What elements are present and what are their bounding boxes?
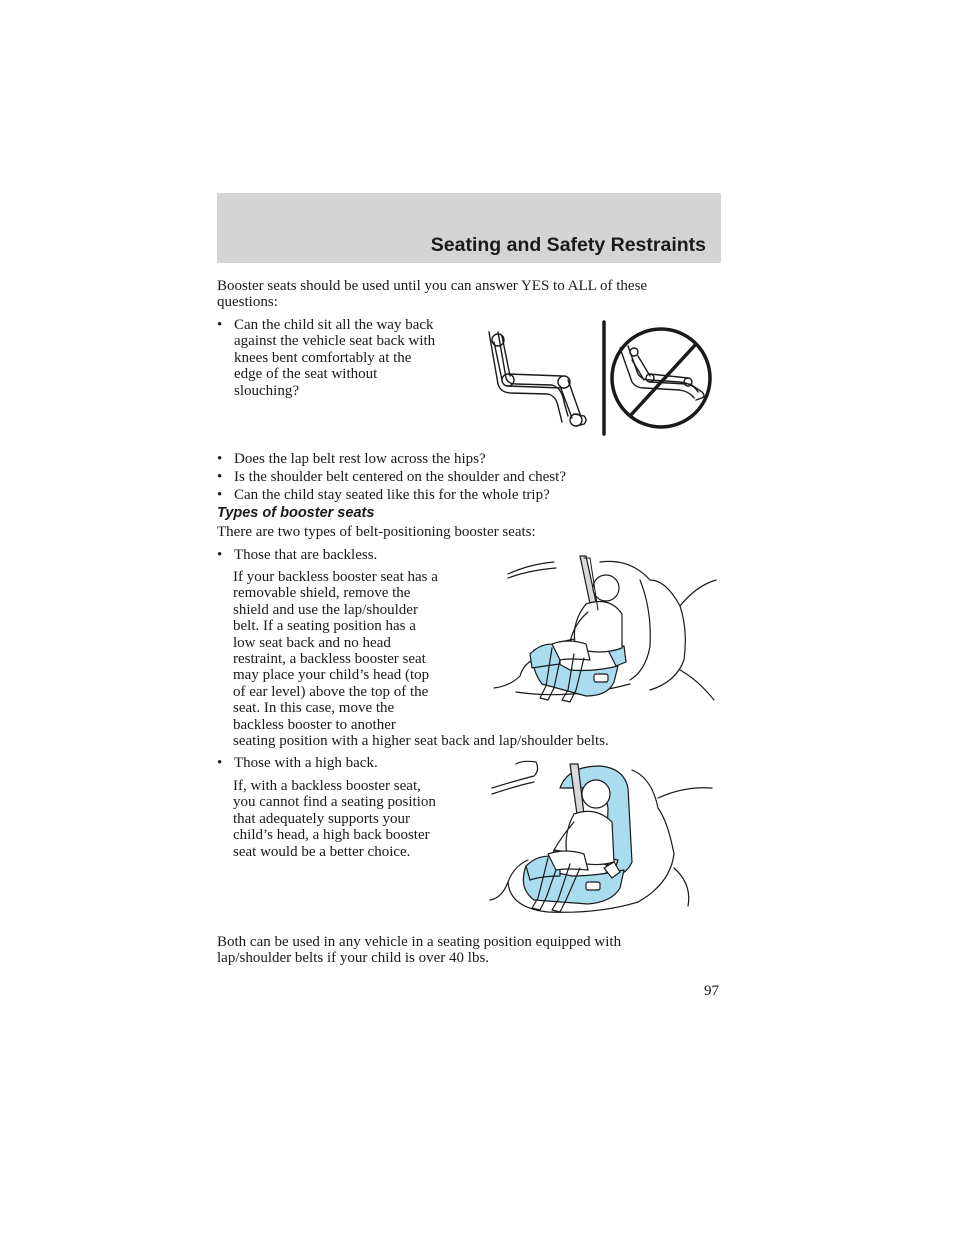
backless-booster-illustration bbox=[490, 550, 718, 708]
description-line: of ear level) above the top of the bbox=[233, 683, 429, 700]
page-number: 97 bbox=[704, 983, 719, 999]
description-line: that adequately supports your bbox=[233, 810, 411, 827]
closing-line: Both can be used in any vehicle in a seating position equipped with bbox=[217, 934, 622, 950]
description-line: shield and use the lap/shoulder bbox=[233, 601, 418, 618]
intro-line: Booster seats should be used until you can answer YES to ALL of these bbox=[217, 278, 648, 294]
question-line: Can the child sit all the way back bbox=[234, 317, 434, 333]
description-line: may place your child’s head (top bbox=[233, 667, 430, 684]
highback-description bbox=[233, 778, 436, 860]
question-line: against the vehicle seat back with bbox=[234, 333, 436, 350]
type-label: Those with a high back. bbox=[234, 755, 378, 771]
description-line: you cannot find a seating position bbox=[233, 794, 436, 811]
question-line: knees bent comfortably at the bbox=[234, 349, 412, 366]
question-text bbox=[234, 317, 435, 399]
bullet-marker: • bbox=[217, 317, 223, 333]
types-intro: There are two types of belt-positioning booster seats: bbox=[217, 524, 536, 540]
type-label: Those that are backless. bbox=[234, 547, 378, 563]
description-line: If your backless booster seat has a bbox=[233, 569, 438, 585]
section-header-band bbox=[217, 193, 721, 263]
prohibition-slash bbox=[630, 344, 696, 416]
description-line: child’s head, a high back booster bbox=[233, 827, 430, 844]
bullet-marker: • bbox=[217, 487, 223, 503]
types-heading: Types of booster seats bbox=[217, 505, 375, 521]
correct-posture-figure bbox=[489, 332, 586, 426]
description-line: seat. In this case, move the bbox=[233, 700, 395, 717]
question-line: edge of the seat without bbox=[234, 366, 378, 383]
description-line: belt. If a seating position has a bbox=[233, 618, 416, 635]
bullet-marker: • bbox=[217, 469, 223, 485]
closing-line: lap/shoulder belts if your child is over 40 lbs. bbox=[217, 950, 490, 967]
seat-posture-illustration bbox=[484, 318, 720, 438]
description-line: restraint, a backless booster seat bbox=[233, 651, 426, 668]
description-line: removable shield, remove the bbox=[233, 585, 411, 602]
description-line: backless booster to another bbox=[233, 716, 396, 733]
bullet-marker: • bbox=[217, 451, 223, 467]
question-text: Does the lap belt rest low across the hips? bbox=[234, 451, 486, 467]
question-text: Can the child stay seated like this for the whole trip? bbox=[234, 487, 550, 503]
description-line: seat would be a better choice. bbox=[233, 843, 411, 860]
description-line: seating position with a higher seat back and lap/shoulder belts. bbox=[233, 733, 609, 750]
bullet-marker: • bbox=[217, 547, 223, 563]
intro-line: questions: bbox=[217, 294, 278, 311]
intro-paragraph bbox=[217, 278, 647, 311]
question-line: slouching? bbox=[234, 382, 299, 399]
highback-booster-illustration bbox=[488, 758, 714, 918]
closing-paragraph bbox=[217, 934, 621, 967]
bullet-marker: • bbox=[217, 755, 223, 771]
section-title: Seating and Safety Restraints bbox=[430, 234, 706, 256]
description-line: If, with a backless booster seat, bbox=[233, 778, 421, 794]
question-text: Is the shoulder belt centered on the shoulder and chest? bbox=[234, 469, 566, 485]
incorrect-posture-figure bbox=[620, 346, 704, 400]
description-line: low seat back and no head bbox=[233, 634, 391, 651]
